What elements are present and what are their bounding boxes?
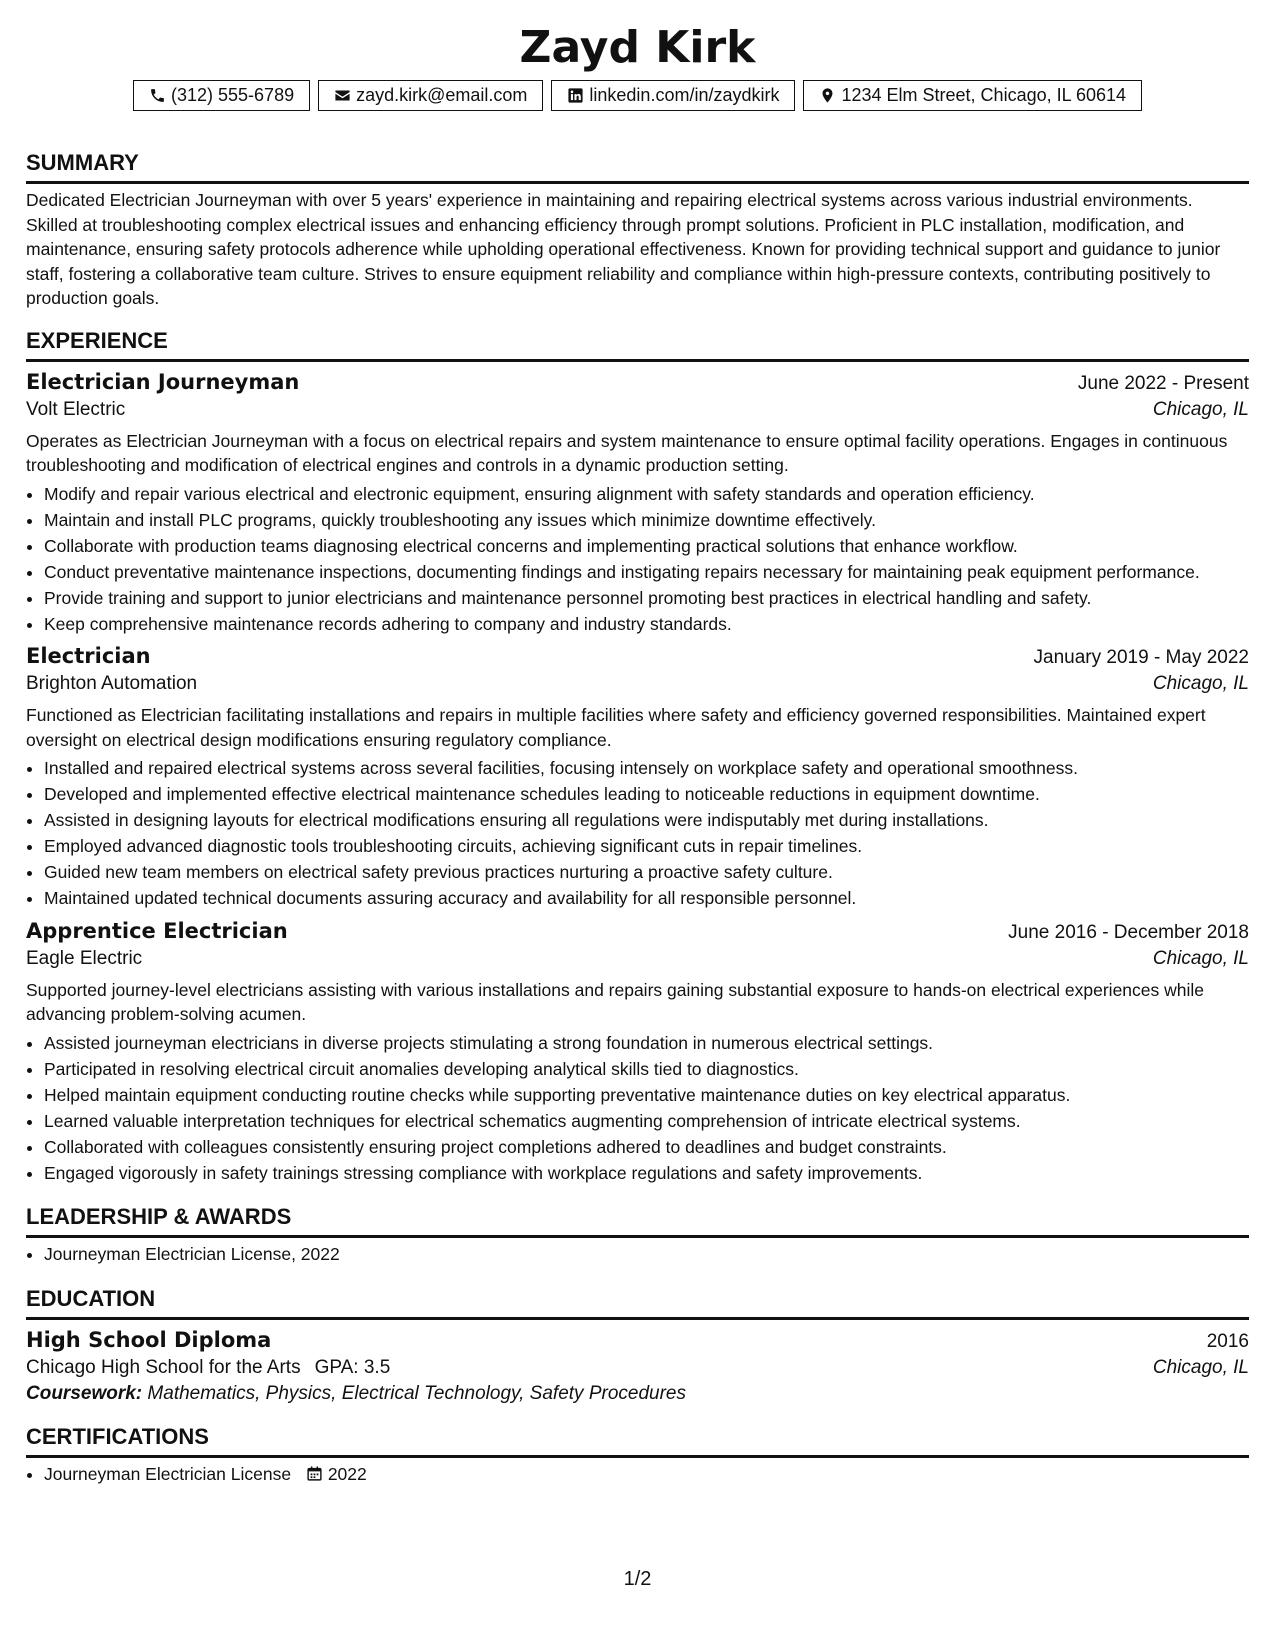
contact-phone[interactable]: [133, 80, 310, 111]
summary-text: Dedicated Electrician Journeyman with over 5 years' experience in maintaining and repairing electrical systems across various industrial environments. Skilled at troubleshooting complex electrical issues and enhancing efficiency through prompt solutions. Proficient in PLC installation, modification, and maintenance, ensuring safety protocols adherence while upholding operational effectiveness. Known for providing technical support and guidance to junior staff, fostering a collaborative team culture. Strives to ensure equipment reliability and compliance within high-pressure contexts, contributing positively to production goals.: [26, 190, 1221, 308]
map-pin-icon: [819, 87, 836, 104]
job-location: Chicago, IL: [1152, 398, 1249, 420]
job-company: Brighton Automation: [26, 673, 198, 694]
page-indicator: 1/2: [623, 1568, 652, 1590]
certification-year: 2022: [327, 1463, 367, 1484]
job-bullets: [26, 1031, 1249, 1186]
school-line: [26, 1357, 390, 1379]
job-head: [26, 919, 1249, 944]
job-list: [26, 370, 1249, 1186]
certifications-section: [26, 1423, 1249, 1487]
list-item: • Helped maintain equipment conducting routine checks while supporting preventative maintenance duties on key electrical apparatus.: [44, 1083, 1249, 1108]
list-item: • Installed and repaired electrical systems across several facilities, focusing intensely on workplace safety and operational smoothness.: [44, 756, 1249, 781]
job-description: Functioned as Electrician facilitating installations and repairs in multiple facilities where safety and efficiency governed responsibilities. Maintained expert oversight on electrical design modifications ensuring regulatory compliance.: [26, 705, 1206, 750]
linkedin-icon: [567, 87, 584, 104]
list-item: [44, 1462, 1249, 1487]
list-item: • Guided new team members on electrical safety previous practices nurturing a proactive safety culture.: [44, 860, 1249, 885]
job-description: Operates as Electrician Journeyman with a focus on electrical repairs and system maintenance to ensure optimal facility operations. Engages in continuous troubleshooting and modification of electrical engines and controls in a dynamic production setting.: [26, 430, 1228, 475]
experience-section: [26, 327, 1249, 1186]
list-item: • Journeyman Electrician License, 2022: [44, 1242, 1249, 1267]
certifications-heading: CERTIFICATIONS: [26, 1423, 1249, 1458]
job-bullets: [26, 482, 1249, 637]
job-date: June 2022 - Present: [1077, 372, 1249, 394]
list-item: • Modify and repair various electrical and electronic equipment, ensuring alignment with safety standards and operation efficiency.: [44, 482, 1249, 507]
list-item: • Provide training and support to junior electricians and maintenance personnel promoting best practices in electrical handling and safety.: [44, 586, 1249, 611]
education-heading: EDUCATION: [26, 1285, 1249, 1320]
coursework-text: Mathematics, Physics, Electrical Technology, Safety Procedures: [147, 1382, 686, 1404]
list-item: • Developed and implemented effective electrical maintenance schedules leading to noticeable reductions in equipment downtime.: [44, 782, 1249, 807]
job-sub: [26, 673, 1249, 695]
school-name: Chicago High School for the Arts: [26, 1356, 301, 1378]
job-title: Electrician: [26, 644, 151, 668]
phone-text: (312) 555-6789: [171, 85, 295, 105]
leadership-list: [26, 1242, 1249, 1267]
job-bullets: [26, 756, 1249, 911]
certification-name: Journeyman Electrician License: [44, 1463, 292, 1484]
job-entry: [26, 644, 1249, 911]
envelope-icon: [334, 87, 351, 104]
job-date: June 2016 - December 2018: [1008, 921, 1249, 943]
list-item: • Keep comprehensive maintenance records adhering to company and industry standards.: [44, 612, 1249, 637]
contact-linkedin[interactable]: [551, 80, 795, 111]
list-item: • Maintained updated technical documents assuring accuracy and availability for all responsible personnel.: [44, 886, 1249, 911]
linkedin-text: linkedin.com/in/zaydkirk: [589, 85, 780, 105]
email-text: zayd.kirk@email.com: [356, 85, 528, 105]
coursework-label: Coursework:: [26, 1382, 143, 1404]
list-item: • Conduct preventative maintenance inspections, documenting findings and instigating repairs necessary for maintaining peak equipment performance.: [44, 560, 1249, 585]
list-item: • Collaborated with colleagues consistently ensuring project completions adhered to deadlines and budget constraints.: [44, 1135, 1249, 1160]
job-description: Supported journey-level electricians assisting with various installations and repairs gaining substantial exposure to hands-on electrical experiences while advancing problem-solving acumen.: [26, 979, 1205, 1024]
address-text: 1234 Elm Street, Chicago, IL 60614: [841, 85, 1126, 105]
education-section: [26, 1285, 1249, 1405]
list-item: • Employed advanced diagnostic tools troubleshooting circuits, achieving significant cuts in repair timelines.: [44, 834, 1249, 859]
job-head: [26, 370, 1249, 395]
candidate-name: Zayd Kirk: [519, 22, 756, 73]
job-company: Eagle Electric: [26, 947, 143, 969]
job-title: Electrician Journeyman: [26, 369, 300, 394]
summary-section: [26, 149, 1249, 311]
job-title: Apprentice Electrician: [26, 918, 288, 943]
contact-bar: [26, 80, 1249, 111]
job-location: Chicago, IL: [1152, 947, 1249, 969]
job-sub: [26, 948, 1249, 970]
job-location: Chicago, IL: [1152, 673, 1249, 694]
list-item: • Assisted in designing layouts for electrical modifications ensuring all regulations were indisputably met during installations.: [44, 808, 1249, 833]
list-item: • Engaged vigorously in safety trainings stressing compliance with workplace regulations and safety improvements.: [44, 1161, 1249, 1186]
education-location: Chicago, IL: [1152, 1356, 1249, 1378]
list-item: • Collaborate with production teams diagnosing electrical concerns and implementing practical solutions that enhance workflow.: [44, 534, 1249, 559]
job-head: [26, 644, 1249, 669]
experience-heading: EXPERIENCE: [26, 327, 1249, 362]
education-year: 2016: [1206, 1330, 1249, 1352]
list-item: • Learned valuable interpretation techniques for electrical schematics augmenting comprehension of intricate electrical systems.: [44, 1109, 1249, 1134]
job-entry: [26, 919, 1249, 1186]
job-sub: [26, 399, 1249, 421]
list-item: • Participated in resolving electrical circuit anomalies developing analytical skills tied to diagnostics.: [44, 1057, 1249, 1082]
job-company: Volt Electric: [26, 398, 126, 420]
job-date: January 2019 - May 2022: [1033, 647, 1249, 668]
summary-heading: SUMMARY: [26, 149, 1249, 184]
list-item: • Assisted journeyman electricians in diverse projects stimulating a strong foundation in numerous electrical settings.: [44, 1031, 1249, 1056]
contact-email[interactable]: [318, 80, 543, 111]
phone-icon: [149, 87, 166, 104]
contact-address[interactable]: [803, 80, 1142, 111]
certifications-list: [26, 1462, 1249, 1487]
education-head: [26, 1328, 1249, 1353]
leadership-heading: LEADERSHIP & AWARDS: [26, 1203, 1249, 1238]
coursework: [26, 1383, 1249, 1405]
resume-page: [26, 0, 1249, 1650]
education-sub: [26, 1357, 1249, 1379]
gpa: GPA: 3.5: [314, 1356, 391, 1378]
degree: High School Diploma: [26, 1327, 272, 1352]
list-item: • Maintain and install PLC programs, quickly troubleshooting any issues which minimize downtime effectively.: [44, 508, 1249, 533]
leadership-section: [26, 1203, 1249, 1267]
calendar-icon: [306, 1465, 323, 1482]
job-entry: [26, 370, 1249, 637]
